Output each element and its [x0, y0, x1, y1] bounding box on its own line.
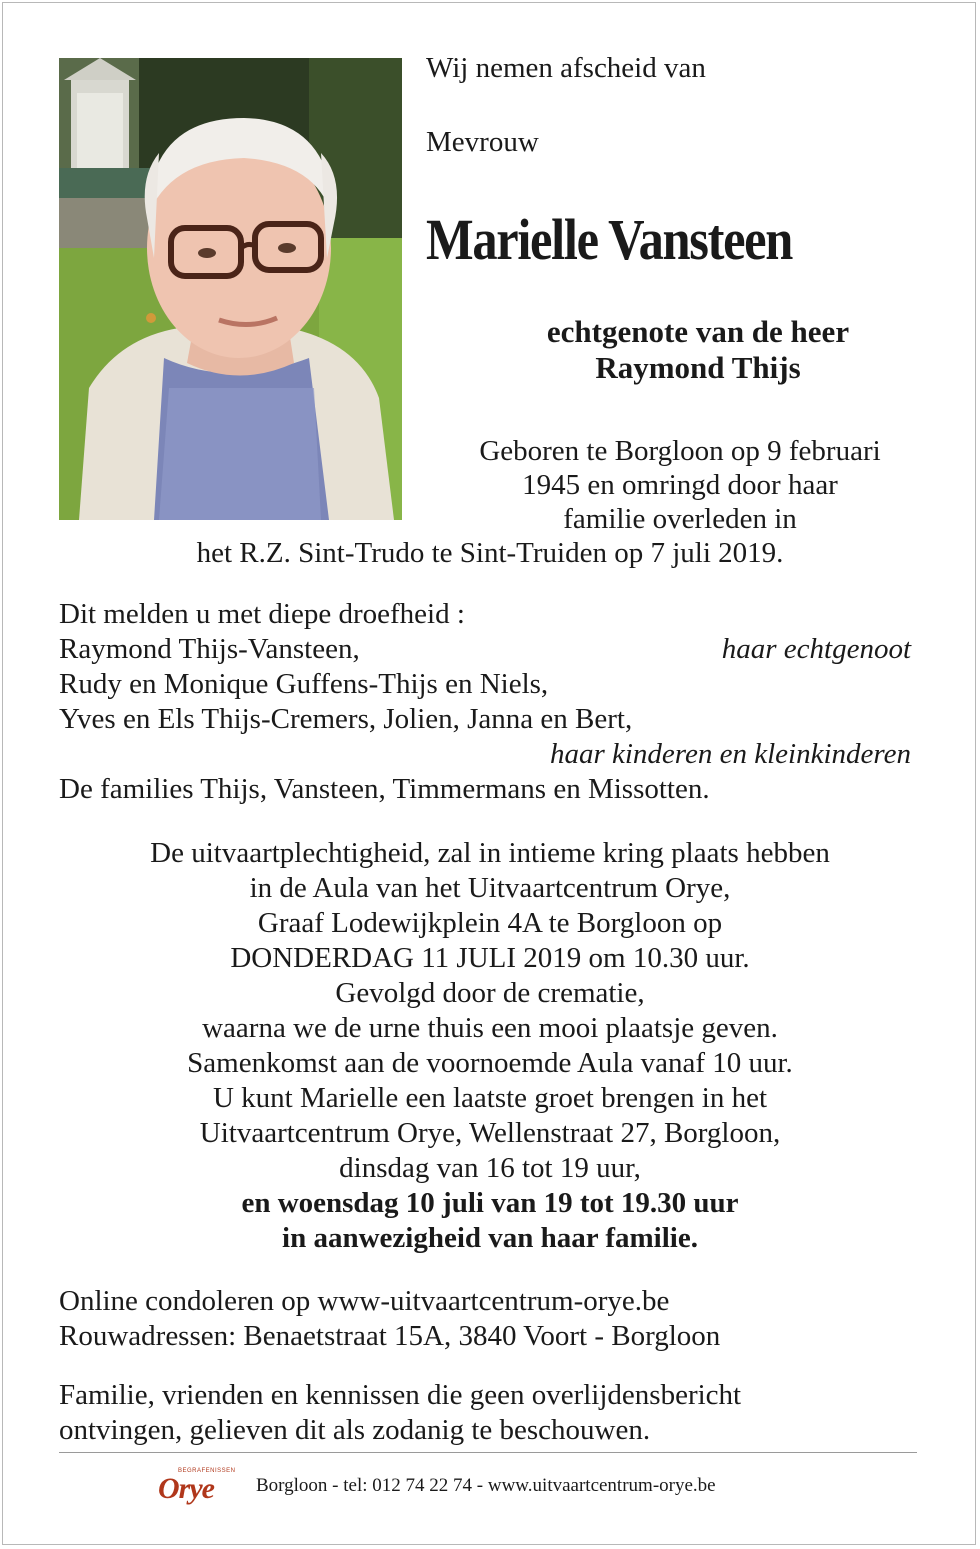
death-line: het R.Z. Sint-Trudo te Sint-Truiden op 7 juli 2019. — [196, 537, 784, 569]
logo-subtitle: BEGRAFENISSEN — [178, 1468, 236, 1474]
deceased-name: Marielle Vansteen — [426, 207, 793, 272]
mourner-names: Yves en Els Thijs-Cremers, Jolien, Janna en Bert, — [59, 703, 633, 735]
ceremony-line: Uitvaartcentrum Orye, Wellenstraat 27, Borgloon, — [199, 1117, 781, 1149]
mourner-role: haar echtgenoot — [721, 633, 911, 665]
mourner-names: Raymond Thijs-Vansteen, — [59, 633, 360, 665]
ceremony-line: Graaf Lodewijkplein 4A te Borgloon op — [257, 907, 723, 939]
footer-contact: Borgloon - tel: 012 74 22 74 - www.uitvaartcentrum-orye.be — [256, 1475, 716, 1496]
ceremony-line: DONDERDAG 11 JULI 2019 om 10.30 uur. — [230, 942, 750, 974]
mourning-address: Rouwadressen: Benaetstraat 15A, 3840 Voort - Borgloon — [59, 1320, 721, 1352]
birth-line: 1945 en omringd door haar — [522, 469, 838, 501]
mourner-row — [59, 702, 919, 737]
footer — [158, 1466, 716, 1506]
notice-line: ontvingen, gelieven dit als zodanig te beschouwen. — [59, 1414, 651, 1446]
mourner-row — [59, 772, 919, 807]
spouse-line: echtgenote van de heer — [546, 314, 850, 349]
spouse-block — [426, 314, 970, 386]
mourner-names: Rudy en Monique Guffens-Thijs en Niels, — [59, 668, 549, 700]
birth-line: familie overleden in — [563, 503, 797, 535]
mourner-names: De families Thijs, Vansteen, Timmermans en Missotten. — [59, 773, 710, 805]
portrait-photo — [59, 58, 402, 520]
birth-line: Geboren te Borgloon op 9 februari — [479, 435, 881, 467]
mourners-heading: Dit melden u met diepe droefheid : — [59, 598, 465, 630]
mourner-row — [59, 667, 919, 702]
contact-info — [59, 1284, 939, 1354]
orye-logo — [158, 1468, 238, 1504]
ceremony-line: U kunt Marielle een laatste groet brengen in het — [212, 1082, 768, 1114]
ceremony-line: Gevolgd door de crematie, — [335, 977, 645, 1009]
mourner-row — [59, 632, 919, 667]
ceremony-line: De uitvaartplechtigheid, zal in intieme kring plaats hebben — [150, 837, 830, 869]
mourner-role: haar kinderen en kleinkinderen — [549, 738, 911, 770]
honorific-title: Mevrouw — [426, 126, 539, 158]
closing-notice — [59, 1378, 939, 1448]
intro-text: Wij nemen afscheid van — [426, 52, 706, 84]
mourner-row — [59, 737, 919, 772]
logo-wordmark: Orye — [158, 1472, 214, 1505]
online-condolence: Online condoleren op www-uitvaartcentrum-orye.be — [59, 1285, 670, 1317]
mourners-list — [59, 597, 919, 807]
footer-divider — [59, 1452, 917, 1453]
ceremony-line: in de Aula van het Uitvaartcentrum Orye, — [249, 872, 731, 904]
visitation-line: in aanwezigheid van haar familie. — [282, 1222, 698, 1254]
ceremony-line: dinsdag van 16 tot 19 uur, — [339, 1152, 641, 1184]
visitation-line: en woensdag 10 juli van 19 tot 19.30 uur — [241, 1187, 739, 1219]
ceremony-info — [0, 836, 980, 1256]
ceremony-line: Samenkomst aan de voornoemde Aula vanaf 10 uur. — [187, 1047, 793, 1079]
notice-line: Familie, vrienden en kennissen die geen overlijdensbericht — [59, 1379, 742, 1411]
ceremony-line: waarna we de urne thuis een mooi plaatsje geven. — [202, 1012, 778, 1044]
spouse-name: Raymond Thijs — [595, 350, 801, 385]
birth-death-info — [410, 434, 950, 536]
